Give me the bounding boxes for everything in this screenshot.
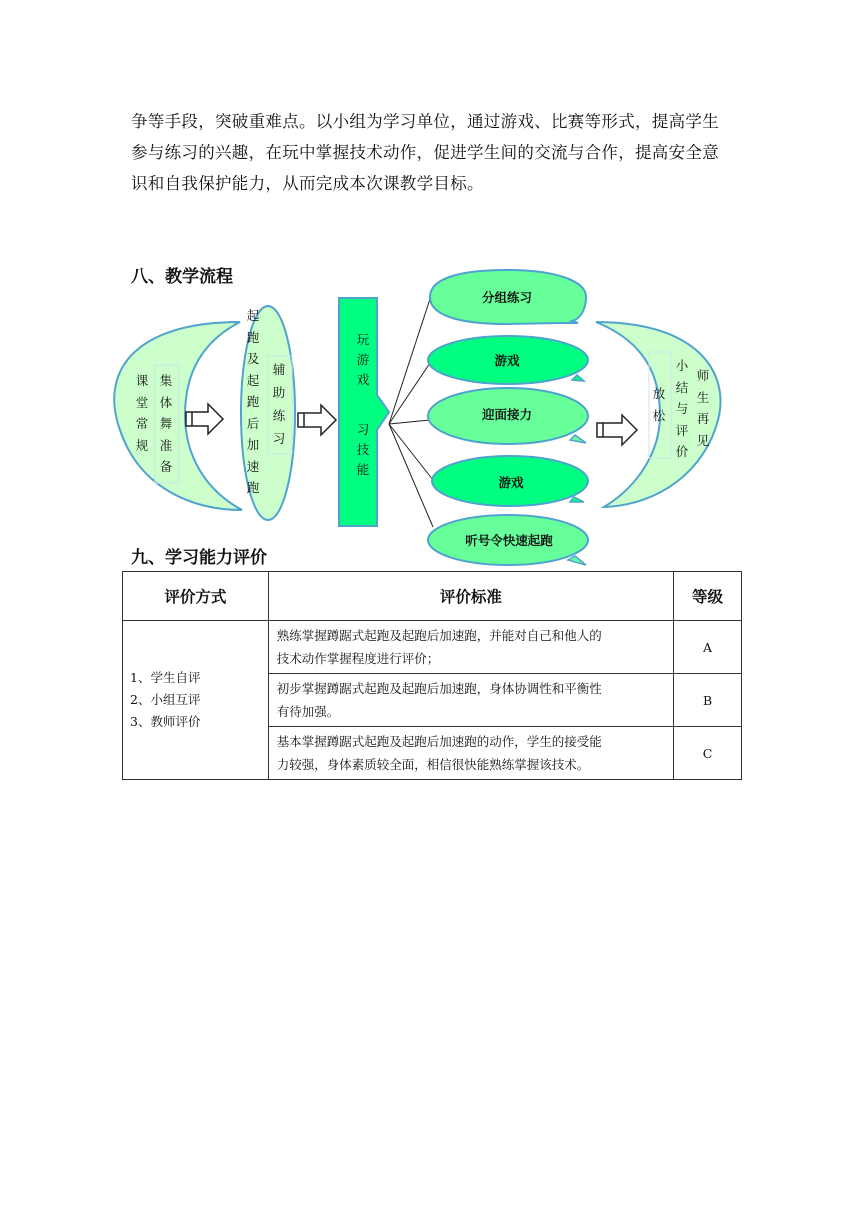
criteria-cell: [268, 727, 673, 780]
left-moon-col1: 课堂常规: [135, 373, 149, 453]
section8-title: 八、教学流程: [131, 267, 233, 287]
criteria-line: 有待加强。: [276, 704, 340, 719]
ellipse-col1: 起跑及起跑后加速跑: [246, 308, 260, 495]
callout-bubble: [568, 556, 586, 565]
header-cell: 评价标准: [268, 572, 673, 621]
callout-label: 游戏: [498, 475, 524, 490]
pentagon-top: 玩游戏: [356, 332, 370, 387]
intro-line: 参与练习的兴趣，在玩中掌握技术动作，促进学生间的交流与合作，提高安全意: [131, 143, 719, 162]
intro-line: 争等手段，突破重难点。以小组为学习单位，通过游戏、比赛等形式，提高学生: [131, 112, 719, 131]
method-item: 1、学生自评: [130, 670, 201, 685]
pentagon-bottom: 习技能: [356, 422, 370, 477]
criteria-line: 熟练掌握蹲踞式起跑及起跑后加速跑，并能对自己和他人的: [276, 628, 602, 643]
criteria-cell: [268, 621, 673, 674]
method-cell: [123, 621, 269, 780]
right-moon-col2: 小结与评价: [675, 358, 689, 459]
ellipse-col2: 辅助练习: [272, 362, 286, 446]
table-header-row: [123, 572, 742, 621]
callout-label: 迎面接力: [481, 407, 532, 422]
section9-title: 九、学习能力评价: [131, 548, 267, 568]
callout-bubble: [572, 375, 584, 381]
table-row: [123, 621, 742, 674]
criteria-line: 初步掌握蹲踞式起跑及起跑后加速跑，身体协调性和平衡性: [276, 681, 602, 696]
evaluation-table: [122, 571, 742, 780]
grade-cell: A: [674, 621, 742, 674]
callout-label: 游戏: [494, 353, 520, 368]
right-moon-col1: 放松: [652, 386, 666, 423]
callout-bubble: [570, 497, 584, 502]
callout-label: 听号令快速起跑: [465, 533, 553, 548]
method-item: 2、小组互评: [130, 692, 201, 707]
intro-line: 识和自我保护能力，从而完成本次课教学目标。: [131, 174, 484, 193]
criteria-line: 技术动作掌握程度进行评价；: [276, 651, 440, 666]
callout-bubble: [570, 435, 586, 443]
method-item: 3、教师评价: [130, 714, 201, 729]
header-cell: 等级: [674, 572, 742, 621]
criteria-cell: [268, 674, 673, 727]
right-moon-col3: 师生再见: [696, 368, 710, 448]
grade-cell: B: [674, 674, 742, 727]
teaching-flow-diagram: [0, 0, 860, 570]
criteria-line: 基本掌握蹲踞式起跑及起跑后加速跑的动作，学生的接受能: [276, 734, 602, 749]
header-cell: 评价方式: [123, 572, 269, 621]
connector-lines: [389, 299, 433, 527]
left-moon-col2: 集体舞准备: [159, 373, 173, 474]
callout-label: 分组练习: [481, 290, 532, 305]
criteria-line: 力较强，身体素质较全面，相信很快能熟练掌握该技术。: [276, 757, 590, 772]
grade-cell: C: [674, 727, 742, 780]
